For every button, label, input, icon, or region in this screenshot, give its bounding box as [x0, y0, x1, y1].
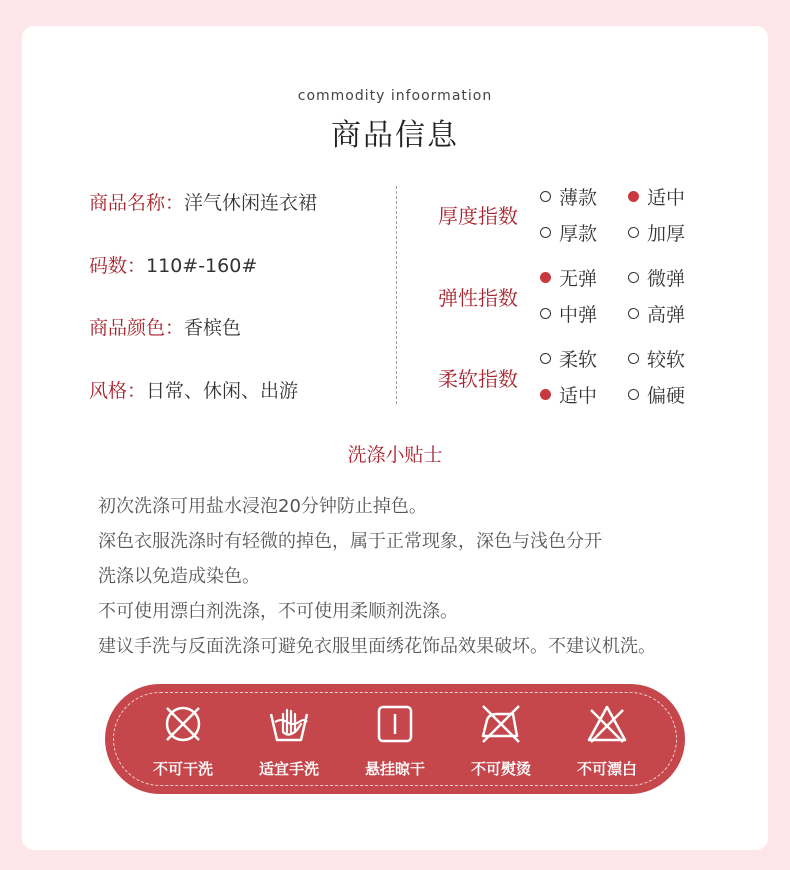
radio-dot-icon	[628, 389, 639, 400]
option-label: 偏硬	[647, 385, 686, 407]
option-label: 薄款	[559, 187, 598, 209]
no-dry-clean-icon	[161, 702, 205, 746]
thickness-option	[628, 219, 685, 246]
care-label: 不可干洗	[152, 760, 213, 778]
elasticity-option	[628, 264, 685, 291]
softness-option	[628, 345, 685, 372]
wash-note: 初次洗涤可用盐水浸泡20分钟防止掉色。	[98, 496, 427, 517]
hand-wash-icon	[267, 702, 311, 746]
care-item-hand-wash	[239, 702, 339, 779]
elasticity-index-label: 弹性指数	[438, 286, 518, 310]
care-item-no-iron	[451, 702, 551, 779]
product-color-label: 商品颜色：	[89, 317, 185, 339]
radio-dot-icon	[540, 308, 551, 319]
product-color-value: 香槟色	[184, 317, 242, 339]
wash-note: 洗涤以免造成染色。	[98, 566, 260, 587]
wash-note: 深色衣服洗涤时有轻微的掉色，属于正常现象，深色与浅色分开	[98, 531, 602, 552]
option-label: 高弹	[647, 304, 686, 326]
product-style-label: 风格：	[89, 380, 147, 402]
softness-option	[628, 381, 685, 408]
option-label: 适中	[559, 385, 598, 407]
product-name-value: 洋气休闲连衣裙	[184, 192, 318, 214]
option-label: 无弹	[559, 268, 598, 290]
radio-dot-icon	[628, 227, 639, 238]
softness-option	[540, 345, 597, 372]
wash-tips-title: 洗涤小贴士	[347, 444, 443, 466]
option-label: 加厚	[647, 223, 686, 245]
product-style-row	[89, 376, 298, 403]
page-title: 商品信息	[331, 118, 459, 153]
radio-dot-selected-icon	[540, 389, 551, 400]
wash-note: 建议手洗与反面洗涤可避免衣服里面绣花饰品效果破坏。不建议机洗。	[98, 636, 656, 657]
care-label: 不可熨烫	[470, 760, 531, 778]
thickness-option	[628, 183, 685, 210]
product-size-row	[89, 251, 257, 278]
elasticity-option	[540, 264, 597, 291]
option-label: 较软	[647, 349, 686, 371]
no-bleach-icon	[585, 702, 629, 746]
care-label: 不可漂白	[576, 760, 637, 778]
product-name-label: 商品名称：	[89, 192, 185, 214]
thickness-option	[540, 183, 597, 210]
product-size-value: 110#-160#	[146, 255, 258, 277]
care-item-no-bleach	[557, 702, 657, 779]
product-style-value: 日常、休闲、出游	[146, 380, 299, 402]
radio-dot-selected-icon	[540, 272, 551, 283]
radio-dot-icon	[540, 191, 551, 202]
section-subtitle: commodity infoormation	[297, 88, 493, 104]
hang-dry-icon	[373, 702, 417, 746]
care-label: 适宜手洗	[258, 760, 319, 778]
care-label: 悬挂晾干	[364, 760, 425, 778]
option-label: 厚款	[559, 223, 598, 245]
option-label: 适中	[647, 187, 686, 209]
radio-dot-icon	[628, 353, 639, 364]
softness-index-label: 柔软指数	[438, 367, 518, 391]
column-divider	[396, 186, 397, 404]
option-label: 中弹	[559, 304, 598, 326]
product-name-row	[89, 188, 317, 215]
softness-option	[540, 381, 597, 408]
wash-note: 不可使用漂白剂洗涤，不可使用柔顺剂洗涤。	[98, 601, 458, 622]
option-label: 柔软	[559, 349, 598, 371]
elasticity-option	[628, 300, 685, 327]
option-label: 微弹	[647, 268, 686, 290]
care-item-no-dry-clean	[133, 702, 233, 779]
product-color-row	[89, 313, 241, 340]
thickness-index-label: 厚度指数	[438, 204, 518, 228]
elasticity-option	[540, 300, 597, 327]
care-banner	[105, 684, 685, 794]
radio-dot-icon	[540, 227, 551, 238]
product-size-label: 码数：	[89, 255, 147, 277]
radio-dot-selected-icon	[628, 191, 639, 202]
no-iron-icon	[479, 702, 523, 746]
radio-dot-icon	[628, 272, 639, 283]
radio-dot-icon	[540, 353, 551, 364]
care-item-hang-dry	[345, 702, 445, 779]
thickness-option	[540, 219, 597, 246]
radio-dot-icon	[628, 308, 639, 319]
